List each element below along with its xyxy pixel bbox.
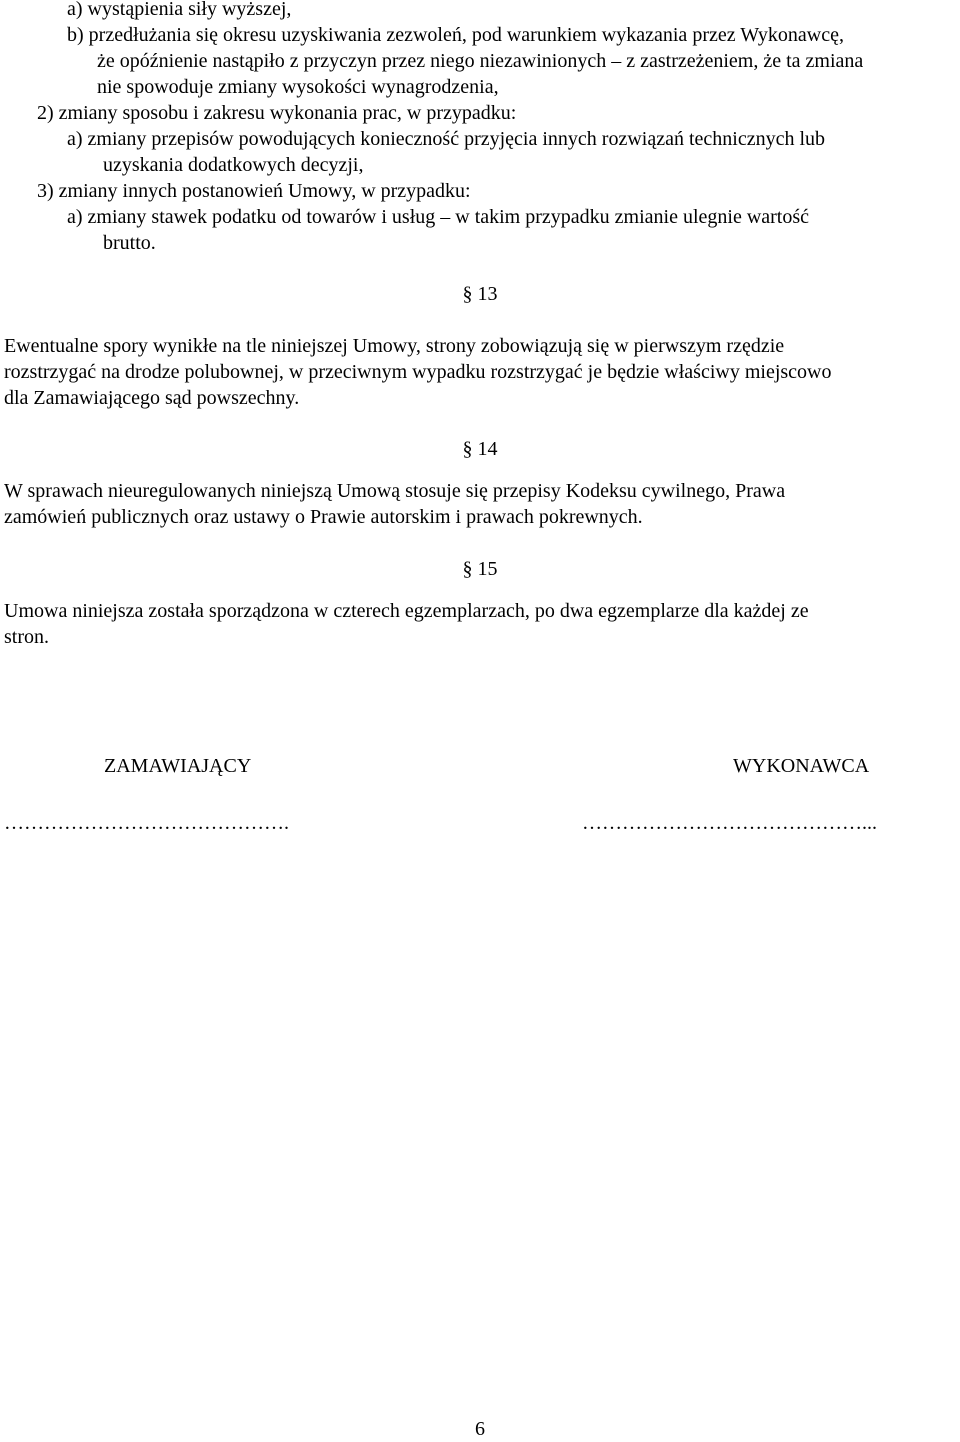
section-15-text-line-1: Umowa niniejsza została sporządzona w czterech egzemplarzach, po dwa egzemplarze dla każdej ze [4, 600, 809, 622]
list-item-3-other-provisions: 3) zmiany innych postanowień Umowy, w przypadku: [37, 180, 471, 202]
section-13-heading: § 13 [462, 283, 498, 305]
signature-line-orderer: ……………………………………. [4, 812, 289, 834]
section-15-text-line-2: stron. [4, 626, 49, 648]
section-14-text-line-1: W sprawach nieuregulowanych niniejszą Umową stosuje się przepisy Kodeksu cywilnego, Prawa [4, 480, 786, 502]
signature-label-orderer: ZAMAWIAJĄCY [104, 755, 252, 777]
signature-label-contractor: WYKONAWCA [733, 755, 870, 777]
list-item-3a-vat-cont: brutto. [103, 232, 156, 254]
section-13-text-line-1: Ewentualne spory wynikłe na tle niniejszej Umowy, strony zobowiązują się w pierwszym rzędzie [4, 335, 785, 357]
section-13-text-line-2: rozstrzygać na drodze polubownej, w przeciwnym wypadku rozstrzygać je będzie właściwy miejscowo [4, 361, 832, 383]
page-number: 6 [475, 1418, 485, 1440]
section-13-text-line-3: dla Zamawiającego sąd powszechny. [4, 387, 300, 409]
list-item-2a-regulations-cont: uzyskania dodatkowych decyzji, [103, 154, 364, 176]
signature-line-contractor: ……………………………………... [582, 812, 877, 834]
list-item-b-permits-end: nie spowoduje zmiany wysokości wynagrodzenia, [97, 76, 499, 98]
section-15-heading: § 15 [462, 558, 498, 580]
list-item-b-permits-cont: że opóźnienie nastąpiło z przyczyn przez niego niezawinionych – z zastrzeżeniem, że ta zmiana [97, 50, 864, 72]
list-item-2a-regulations: a) zmiany przepisów powodujących konieczność przyjęcia innych rozwiązań technicznych lub [67, 128, 826, 150]
list-item-3a-vat: a) zmiany stawek podatku od towarów i usług – w takim przypadku zmianie ulegnie wartość [67, 206, 810, 228]
list-item-a-force-majeure: a) wystąpienia siły wyższej, [67, 0, 292, 20]
section-14-text-line-2: zamówień publicznych oraz ustawy o Prawie autorskim i prawach pokrewnych. [4, 506, 643, 528]
section-14-heading: § 14 [462, 438, 498, 460]
list-item-b-permits: b) przedłużania się okresu uzyskiwania zezwoleń, pod warunkiem wykazania przez Wykonawcę, [67, 24, 844, 46]
list-item-2-scope-changes: 2) zmiany sposobu i zakresu wykonania prac, w przypadku: [37, 102, 517, 124]
